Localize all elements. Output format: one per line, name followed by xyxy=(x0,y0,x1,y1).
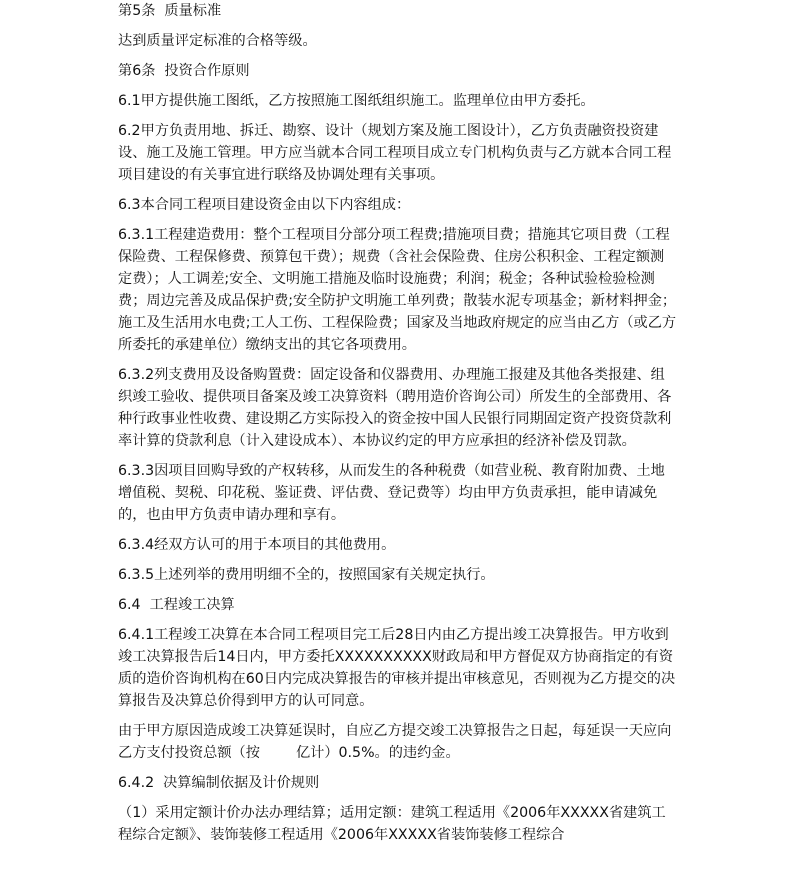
clause-6-3-3: 6.3.3因项目回购导致的产权转移，从而发生的各种税费（如营业税、教育附加费、土地增值税、契税、印花税、鉴证费、评估费、登记费等）均由甲方负责承担，能申请减免的，也由甲方负责申请办理和享有。 xyxy=(118,463,665,523)
clause-6-2: 6.2甲方负责用地、拆迁、勘察、设计（规划方案及施工图设计），乙方负责融资投资建设、施工及施工管理。甲方应当就本合同工程项目成立专门机构负责与乙方就本合同工程项目建设的有关事宜进行联络及协调处理有关事项。 xyxy=(118,123,672,183)
clause-6-3-4: 6.3.4经双方认可的用于本项目的其他费用。 xyxy=(118,537,396,553)
clause-6-3-5: 6.3.5上述列举的费用明细不全的，按照国家有关规定执行。 xyxy=(118,567,495,583)
clause-6-1: 6.1甲方提供施工图纸，乙方按照施工图纸组织施工。监理单位由甲方委托。 xyxy=(118,93,595,109)
clause-6-4-2-item-1: （1）采用定额计价办法办理结算；适用定额：建筑工程适用《2006年XXXXX省建筑工程综合定额》、装饰装修工程适用《2006年XXXXX省装饰装修工程综合 xyxy=(118,805,666,843)
paragraph-quality-grade: 达到质量评定标准的合格等级。 xyxy=(118,33,317,49)
clause-6-3-2: 6.3.2列支费用及设备购置费：固定设备和仪器费用、办理施工报建及其他各类报建、组织竣工验收、提供项目备案及竣工决算资料（聘用造价咨询公司）所发生的全部费用、各种行政事业性收费、建设期乙方实际投入的资金按中国人民银行同期固定资产投资贷款利率计算的贷款利息（计入建设成本）、本协议约定的甲方应承担的经济补偿及罚款。 xyxy=(118,367,672,449)
clause-6-3-1: 6.3.1工程建造费用：整个工程项目分部分项工程费;措施项目费；措施其它项目费（工程保险费、工程保修费、预算包干费）；规费（含社会保险费、住房公积积金、工程定额测定费）；人工调差;安全、文明施工措施及临时设施费；利润；税金；各种试验检验检测费；周边完善及成品保护费;安全防护文明施工单列费；散装水泥专项基金；新材料押金；施工及生活用水电费;工人工伤、工程保险费；国家及当地政府规定的应当由乙方（或乙方所委托的承建单位）缴纳支出的其它各项费用。 xyxy=(118,227,677,353)
clause-6-4-1: 6.4.1工程竣工决算在本合同工程项目完工后28日内由乙方提出竣工决算报告。甲方收到竣工决算报告后14日内，甲方委托XXXXXXXXXX财政局和甲方督促双方协商指定的有资质的造价咨询机构在60日内完成决算报告的审核并提出审核意见，否则视为乙方提交的决算报告及决算总价得到甲方的认可同意。 xyxy=(118,627,676,709)
clause-6-4-heading: 6.4 工程竣工决算 xyxy=(118,597,235,613)
section-heading-investment-principles: 第6条 投资合作原则 xyxy=(118,63,250,79)
section-heading-quality-standard: 第5条 质量标准 xyxy=(118,3,222,19)
paragraph-delay-penalty: 由于甲方原因造成竣工决算延误时，自应乙方提交竣工决算报告之日起，每延误一天应向乙方支付投资总额（按 亿计）0.5%。的违约金。 xyxy=(118,723,672,761)
document-page xyxy=(118,0,678,854)
clause-6-4-2-heading: 6.4.2 决算编制依据及计价规则 xyxy=(118,775,320,791)
clause-6-3: 6.3本合同工程项目建设资金由以下内容组成： xyxy=(118,197,411,213)
